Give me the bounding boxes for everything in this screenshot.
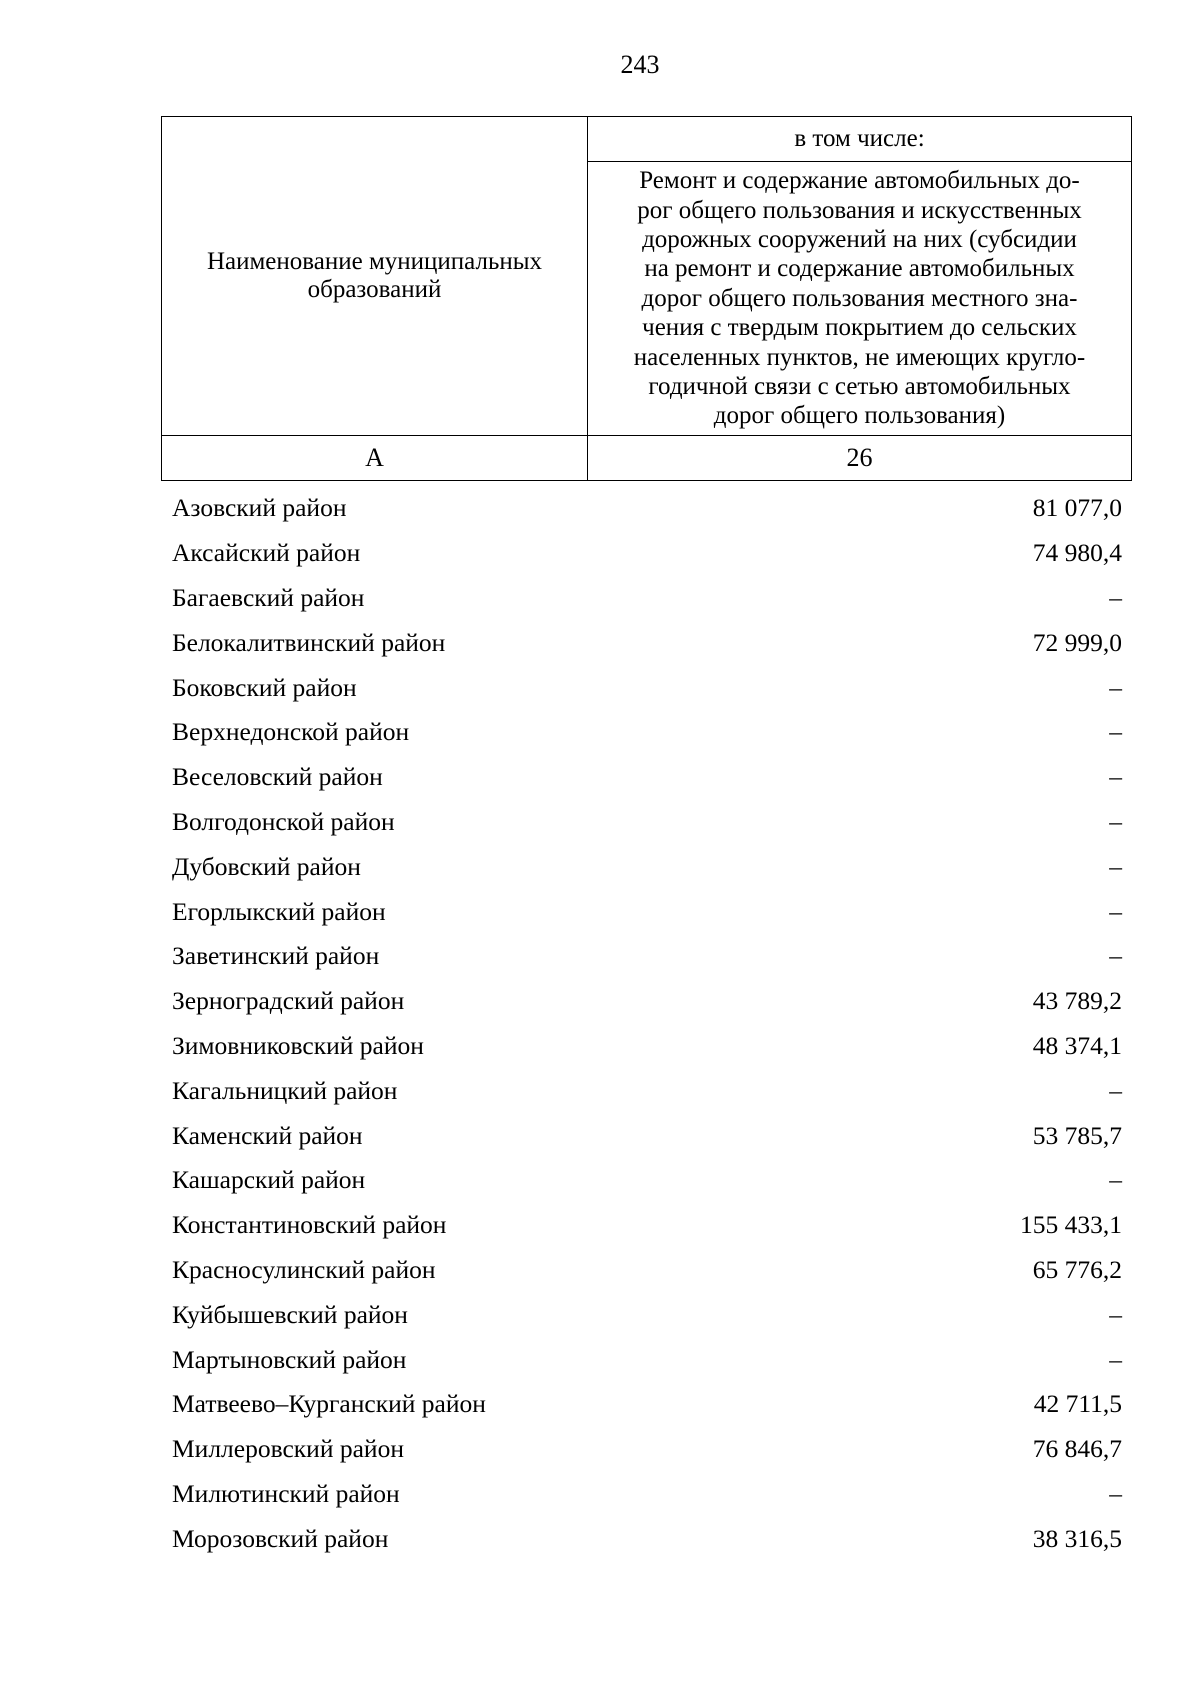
page-number: 243 xyxy=(620,50,660,79)
municipality-name: Зимовниковский район xyxy=(172,1030,424,1060)
table-row xyxy=(172,844,1122,889)
municipality-name: Волгодонской район xyxy=(172,806,395,836)
column-26-code: 26 xyxy=(588,436,1132,481)
table-row xyxy=(172,1068,1122,1113)
table-row xyxy=(172,1024,1122,1069)
amount-value: 48 374,1 xyxy=(1032,1030,1122,1060)
municipality-name: Веселовский район xyxy=(172,762,383,792)
amount-value: – xyxy=(1109,672,1122,702)
municipality-name: Мартыновский район xyxy=(172,1344,407,1374)
table-row xyxy=(172,755,1122,800)
including-label: в том числе: xyxy=(588,117,1132,162)
amount-value: – xyxy=(1109,1344,1122,1374)
amount-value: 43 789,2 xyxy=(1032,986,1122,1016)
amount-value: 72 999,0 xyxy=(1032,627,1122,657)
table-row xyxy=(172,979,1122,1024)
municipality-name: Милютинский район xyxy=(172,1478,400,1508)
amount-value: – xyxy=(1109,1075,1122,1105)
municipality-name: Боковский район xyxy=(172,672,357,702)
amount-value: – xyxy=(1109,762,1122,792)
municipality-name: Красносулинский район xyxy=(172,1254,436,1284)
table-row xyxy=(172,1516,1122,1561)
amount-value: – xyxy=(1109,851,1122,881)
table-row xyxy=(172,934,1122,979)
table-row xyxy=(172,710,1122,755)
municipality-name: Каменский район xyxy=(172,1120,363,1150)
table-row xyxy=(172,620,1122,665)
amount-value: 76 846,7 xyxy=(1032,1434,1122,1464)
amount-value: – xyxy=(1109,717,1122,747)
municipality-list xyxy=(172,486,1122,1561)
amount-value: 74 980,4 xyxy=(1032,538,1122,568)
table-row xyxy=(172,1203,1122,1248)
municipality-name: Верхнедонской район xyxy=(172,717,410,747)
municipality-name: Багаевский район xyxy=(172,582,365,612)
column-26-title-line: населенных пунктов, не имеющих кругло- xyxy=(633,343,1086,371)
column-26-title-line: годичной связи с сетью автомобильных xyxy=(648,373,1071,401)
amount-value: 155 433,1 xyxy=(1020,1210,1122,1240)
table-row xyxy=(172,800,1122,845)
column-26-title-line: дорожных сооружений на них (субсидии xyxy=(642,225,1077,253)
municipality-name: Егорлыкский район xyxy=(172,896,386,926)
municipality-name: Зерноградский район xyxy=(172,986,405,1016)
municipality-name: Аксайский район xyxy=(172,538,361,568)
column-26-title xyxy=(588,162,1132,436)
amount-value: 65 776,2 xyxy=(1032,1254,1122,1284)
municipality-name: Азовский район xyxy=(172,493,347,523)
amount-value: – xyxy=(1109,1165,1122,1195)
municipality-name: Миллеровский район xyxy=(172,1434,404,1464)
amount-value: – xyxy=(1109,896,1122,926)
table-row xyxy=(172,486,1122,531)
table-row xyxy=(172,531,1122,576)
table-row xyxy=(172,1337,1122,1382)
column-26-title-line: чения с твердым покрытием до сельских xyxy=(642,314,1077,342)
amount-value: – xyxy=(1109,1478,1122,1508)
table-row xyxy=(172,576,1122,621)
amount-value: 42 711,5 xyxy=(1033,1389,1122,1419)
municipality-name: Дубовский район xyxy=(172,851,361,881)
municipality-name: Кагальницкий район xyxy=(172,1075,398,1105)
amount-value: 53 785,7 xyxy=(1032,1120,1122,1150)
table-row xyxy=(172,1472,1122,1517)
column-26-title-line: на ремонт и содержание автомобильных xyxy=(644,255,1075,283)
column-26-title-line: дорог общего пользования местного зна- xyxy=(641,284,1078,312)
table-row xyxy=(172,1292,1122,1337)
column-26-title-line: Ремонт и содержание автомобильных до- xyxy=(639,167,1080,195)
municipality-name: Заветинский район xyxy=(172,941,380,971)
column-26-title-line: рог общего пользования и искусственных xyxy=(637,196,1082,224)
table-row xyxy=(172,665,1122,710)
table-row xyxy=(172,1113,1122,1158)
column-26-title-line: дорог общего пользования) xyxy=(713,402,1006,430)
amount-value: 81 077,0 xyxy=(1032,493,1122,523)
column-a-code: А xyxy=(162,436,588,481)
table-row xyxy=(172,1427,1122,1472)
amount-value: – xyxy=(1109,806,1122,836)
amount-value: 38 316,5 xyxy=(1032,1523,1122,1553)
table-row xyxy=(172,889,1122,934)
municipality-name: Белокалитвинский район xyxy=(172,627,446,657)
municipality-name: Куйбышевский район xyxy=(172,1299,408,1329)
municipality-name: Кашарский район xyxy=(172,1165,366,1195)
table-row xyxy=(172,1248,1122,1293)
municipality-name: Константиновский район xyxy=(172,1210,447,1240)
column-a-title: Наименование муниципальных образований xyxy=(162,117,588,436)
amount-value: – xyxy=(1109,582,1122,612)
table-row xyxy=(172,1158,1122,1203)
table-header xyxy=(161,116,1132,481)
table-row xyxy=(172,1382,1122,1427)
amount-value: – xyxy=(1109,1299,1122,1329)
municipality-name: Морозовский район xyxy=(172,1523,389,1553)
municipality-name: Матвеево–Курганский район xyxy=(172,1389,486,1419)
amount-value: – xyxy=(1109,941,1122,971)
